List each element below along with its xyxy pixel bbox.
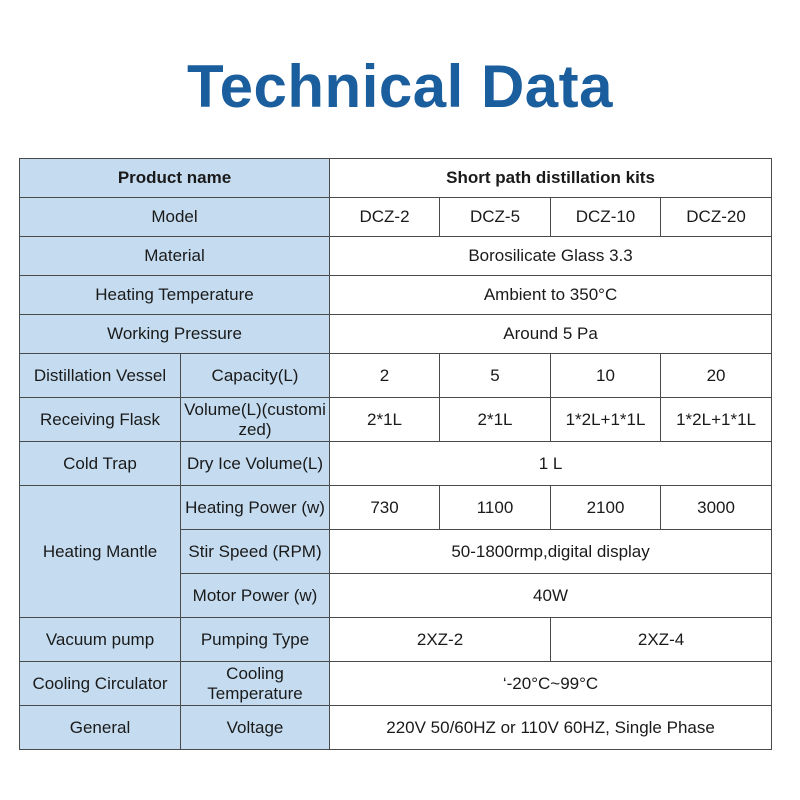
working-pressure-value: Around 5 Pa — [330, 315, 772, 354]
product-name-value: Short path distillation kits — [330, 159, 772, 198]
technical-data-table — [19, 158, 772, 750]
volume-label: Volume(L)(customized) — [181, 398, 330, 442]
table-row-heating-temperature — [20, 276, 772, 315]
receiving-flask-label: Receiving Flask — [20, 398, 181, 442]
cold-trap-label: Cold Trap — [20, 442, 181, 486]
heating-temperature-label: Heating Temperature — [20, 276, 330, 315]
heating-power-value: 730 — [330, 486, 440, 530]
stir-speed-value: 50-1800rmp,digital display — [330, 530, 772, 574]
capacity-value: 2 — [330, 354, 440, 398]
stir-speed-label: Stir Speed (RPM) — [181, 530, 330, 574]
vacuum-pump-label: Vacuum pump — [20, 618, 181, 662]
cooling-circulator-label: Cooling Circulator — [20, 662, 181, 706]
material-label: Material — [20, 237, 330, 276]
pumping-type-value: 2XZ-2 — [330, 618, 551, 662]
voltage-label: Voltage — [181, 706, 330, 750]
model-value: DCZ-20 — [661, 198, 772, 237]
table-row-working-pressure — [20, 315, 772, 354]
model-label: Model — [20, 198, 330, 237]
motor-power-value: 40W — [330, 574, 772, 618]
material-value: Borosilicate Glass 3.3 — [330, 237, 772, 276]
table-row-model — [20, 198, 772, 237]
model-value: DCZ-10 — [551, 198, 661, 237]
capacity-value: 10 — [551, 354, 661, 398]
table-row-material — [20, 237, 772, 276]
general-label: General — [20, 706, 181, 750]
cold-trap-value: 1 L — [330, 442, 772, 486]
voltage-value: 220V 50/60HZ or 110V 60HZ, Single Phase — [330, 706, 772, 750]
heating-power-value: 1100 — [440, 486, 551, 530]
pumping-type-value: 2XZ-4 — [551, 618, 772, 662]
table-row-product-name — [20, 159, 772, 198]
table-row-cooling-circulator — [20, 662, 772, 706]
table-row-cold-trap — [20, 442, 772, 486]
capacity-value: 20 — [661, 354, 772, 398]
table-row-distillation-vessel — [20, 354, 772, 398]
table-row-receiving-flask — [20, 398, 772, 442]
cooling-temperature-label: Cooling Temperature — [181, 662, 330, 706]
heating-power-value: 2100 — [551, 486, 661, 530]
page-title: Technical Data — [186, 53, 614, 120]
heating-power-value: 3000 — [661, 486, 772, 530]
motor-power-label: Motor Power (w) — [181, 574, 330, 618]
product-name-label: Product name — [20, 159, 330, 198]
capacity-label: Capacity(L) — [181, 354, 330, 398]
working-pressure-label: Working Pressure — [20, 315, 330, 354]
heating-mantle-label: Heating Mantle — [20, 486, 181, 618]
pumping-type-label: Pumping Type — [181, 618, 330, 662]
model-value: DCZ-2 — [330, 198, 440, 237]
dry-ice-volume-label: Dry Ice Volume(L) — [181, 442, 330, 486]
cooling-temperature-value: ‘-20°C~99°C — [330, 662, 772, 706]
heating-power-label: Heating Power (w) — [181, 486, 330, 530]
distillation-vessel-label: Distillation Vessel — [20, 354, 181, 398]
volume-value: 1*2L+1*1L — [551, 398, 661, 442]
model-value: DCZ-5 — [440, 198, 551, 237]
capacity-value: 5 — [440, 354, 551, 398]
volume-value: 1*2L+1*1L — [661, 398, 772, 442]
table-row-vacuum-pump — [20, 618, 772, 662]
table-row-general — [20, 706, 772, 750]
table-row-heating-power — [20, 486, 772, 530]
volume-value: 2*1L — [330, 398, 440, 442]
heating-temperature-value: Ambient to 350°C — [330, 276, 772, 315]
volume-value: 2*1L — [440, 398, 551, 442]
